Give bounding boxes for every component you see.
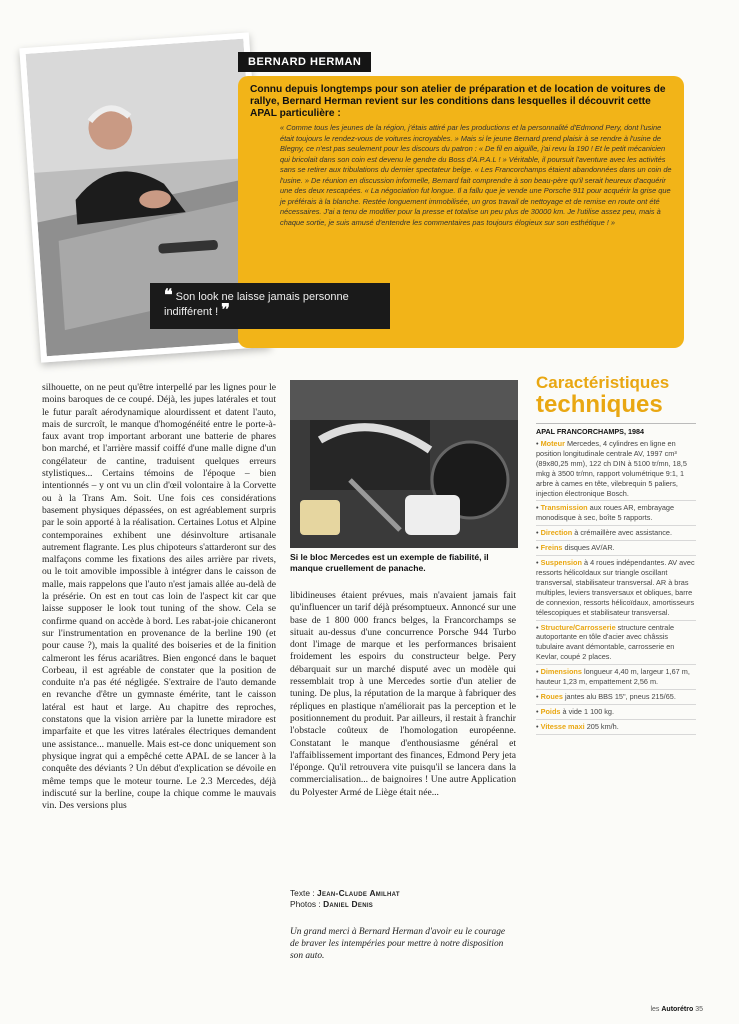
spec-label: Roues — [540, 691, 563, 701]
spec-item: • Vitesse maxi 205 km/h. — [536, 722, 696, 735]
spec-text: à vide 1 100 kg. — [562, 706, 615, 716]
spec-text: jantes alu BBS 15", pneus 215/65. — [564, 691, 676, 701]
engine-photo — [290, 380, 518, 548]
footer-brand: Autorétro — [661, 1006, 694, 1013]
spec-text: Mercedes, 4 cylindres en ligne en position longitudinale centrale AV, 1997 cm³ (89x80,25 mm), 122 ch DIN à 5100 tr/mn, 18,5 mkg à 3500 tr/mn, rapport volumétrique 9:1, 1 arbre à cames en tête, vilebrequin 5 paliers, injection électronique Bosch. — [536, 439, 687, 498]
credit-text-name: Jean-Claude Amilhat — [317, 888, 400, 898]
spec-text: à 4 roues indépendantes. AV avec ressorts hélicoïdaux sur triangle oscillant transversal, stabilisateur transversal. AR à bras multiples, leviers transversaux et obliques, barre de connexion, ressorts hélicoïdaux, amortisseurs télescopiques et stabilisateur transversal. — [536, 558, 695, 617]
credit-photo-line — [290, 899, 516, 910]
spec-item: • Moteur Mercedes, 4 cylindres en ligne en position longitudinale centrale AV, 1997 cm³ (89x80,25 mm), 122 ch DIN à 5100 tr/mn, 18,5 mkg à 3500 tr/mn, rapport volumétrique 9:1, 1 arbre à cames en tête, vilebrequin 5 paliers, injection électronique Bosch. — [536, 439, 696, 501]
spec-label: Moteur — [540, 439, 565, 448]
spec-item: • Suspension à 4 roues indépendantes. AV avec ressorts hélicoïdaux sur triangle oscillant transversal, stabilisateur transversal. AR à bras multiples, leviers transversaux et obliques, barre de connexion, ressorts hélicoïdaux, amortisseurs télescopiques et stabilisateur transversal. — [536, 558, 696, 620]
spec-item: • Transmission aux roues AR, embrayage monodisque à sec, boîte 5 rapports. — [536, 503, 696, 526]
specs-model: APAL FRANCORCHAMPS, 1984 — [536, 423, 696, 436]
interview-lead: Connu depuis longtemps pour son atelier de préparation et de location de voitures de rallye, Bernard Herman revient sur les conditions dans lesquelles il découvrit cette APAL particulière : — [250, 84, 666, 119]
spec-item: • Freins disques AV/AR. — [536, 543, 696, 556]
name-tag: BERNARD HERMAN — [238, 52, 371, 72]
credits — [290, 888, 516, 910]
spec-label: Poids — [540, 706, 561, 716]
specs-title-line2: techniques — [536, 391, 663, 418]
spec-label: Dimensions — [540, 667, 582, 677]
spec-item: • Dimensions longueur 4,40 m, largeur 1,67 m, hauteur 1,23 m, empattement 2,56 m. — [536, 667, 696, 690]
open-quote-icon: ❝ — [164, 287, 173, 304]
spec-label: Freins — [540, 543, 563, 553]
spec-text: structure centrale autoportante en tôle d'acier avec châssis tubulaire avant démontable, carrosserie en Kevlar, coupé 2 places. — [536, 622, 675, 662]
specs-title-line1: Caractéristiques — [536, 373, 670, 392]
spec-text: longueur 4,40 m, largeur 1,67 m, hauteur 1,23 m, empattement 2,56 m. — [536, 667, 690, 687]
thanks-note: Un grand merci à Bernard Herman d'avoir eu le courage de braver les intempéries pour mettre à notre disposition son auto. — [290, 927, 506, 961]
spec-item: • Poids à vide 1 100 kg. — [536, 707, 696, 720]
spec-label: Transmission — [540, 503, 588, 513]
pull-quote — [150, 283, 390, 329]
engine-illustration — [290, 380, 518, 548]
spec-text: 205 km/h. — [586, 721, 619, 731]
spec-item: • Direction à crémaillère avec assistance. — [536, 528, 696, 541]
spec-item: • Structure/Carrosserie structure centrale autoportante en tôle d'acier avec châssis tubulaire avant démontable, carrosserie en Kevlar, coupé 2 places. — [536, 623, 696, 666]
spec-text: disques AV/AR. — [564, 543, 615, 553]
footer-prefix: les — [650, 1006, 660, 1013]
credit-photo-name: Daniel Denis — [323, 899, 374, 909]
page-footer — [650, 1006, 703, 1013]
credit-text-label: Texte : — [290, 888, 315, 898]
page-number: 35 — [695, 1006, 703, 1013]
specs-title — [536, 372, 706, 416]
engine-caption: Si le bloc Mercedes est un exemple de fiabilité, il manque cruellement de panache. — [290, 552, 489, 573]
close-quote-icon: ❞ — [221, 302, 230, 319]
spec-text: à crémaillère avec assistance. — [574, 528, 672, 538]
credit-text-line — [290, 888, 516, 899]
interview-quote: « Comme tous les jeunes de la région, j'étais attiré par les productions et la personnalité d'Edmond Pery, dont l'usine était toujours le rendez-vous de voitures incroyables. » Mais si le jeune Bernard prend plaisir à se rendre à l'usine de Blegny, ce n'est pas seulement pour les discours du patron : « De fil en aiguille, j'ai revu la 190 ! Et le petit mécanicien qui bricolait dans son coin est devenu le gendre du Boss d'A.P.A.L ! » Véritable, il poursuit l'aventure avec les activités sans se retirer aux tribulations du dernier spectateur belge. « Les Francorchamps étaient abandonnées dans un coin de l'usine. » De réunion en discussion informelle, Bernard fait comprendre à son beau-père qu'il serait heureux d'acquérir une des deux rescapées. « La négociation fut longue. Il a fallu que je vende une Porsche 911 pour acquérir la grise que je préférais à la blanche. Restée longuement immobilisée, un gros travail de nettoyage et de remise en route ont été nécessaires. J'ai a tenu de modifier pour la presse et totalise un peu plus de 30000 km. Je l'utilise assez peu, mais à chaque sortie, je suis amusé d'entendre les commentaires pas toujours élogieux sur son esthétique ! » — [280, 123, 672, 227]
spec-label: Structure/Carrosserie — [540, 622, 616, 632]
spec-item: • Roues jantes alu BBS 15", pneus 215/65. — [536, 692, 696, 705]
specs-list — [536, 439, 696, 737]
spec-text: aux roues AR, embrayage monodisque à sec, boîte 5 rapports. — [536, 503, 675, 523]
article-column-1: silhouette, on ne peut qu'être interpellé par les lignes pour le moins baroques de ce coupé. Déjà, les jupes latérales et tout le futur paraît aérodynamique alourdissent et datent l'auto, mais de surcroît, le manque d'homogénéité entre le porte-à-faux avant trop important arborant une batterie de phares bon marché, et l'arrière massif coiffé d'une malle digne d'un congélateur de cantine, traduisent quelques erreurs stylistiques... Certains témoins de l'époque – bien intentionnés – y ont vu un clin d'œil volontaire à la Corvette ou à la Trans Am. Soit. Une fois ces considérations basement physiques dépassées, on est agréablement surpris par le soin apporté à la réalisation. Certaines Lotus et Alpine contemporaines exhibent une désinvolture artisanale autrement flagrante. Les plus chipoteurs s'attarderont sur des malfaçons comme les fixations des ailes arrière par rivets, ou le toit amovible impossible à intégrer dans le caisson de malle, mais rappelons que l'auto n'est jamais allée au-delà de la présérie. On est en tout cas loin de l'aspect kit car que laisse supposer le look tout tuning of the show. Cela se confirme quand on accède à bord. Les rabat-joie chicaneront sur l'instrumentation en provenance de la berline 190 (et pour cause ?), mais la qualité des boiseries et de la finition calmeront les férus acariâtres. Bien engoncé dans le baquet Corbeau, il est agréable de constater que la position de conduite n'a pas été négligée. S'extraire de l'auto demande en revanche d'être un gymnaste émérite, tant le caisson latéral est haut et large. Au chapitre des reproches, constatons que la vision arrière par la lunette miradore est imparfaite et que les vitres latérales électriques demandent une assistance... manuelle. Mais est-ce donc uniquement son physique ingrat qui a empêché cette APAL de se lancer à la conquête des déviants ? Un début d'explication se dévoile en même temps que le moteur tourne. Le 2.3 Mercedes, déjà indiscuté sur la berline, coupe la chique comme le mauvais vin. Des versions plus — [42, 382, 276, 812]
article-column-2: libidineuses étaient prévues, mais n'avaient jamais fait qu'influencer un tarif déjà présomptueux. Annoncé sur une base de 1 800 000 francs belges, la Francorchamps se situait au-dessus d'une concurrence Porsche 944 Turbo dont l'image de marque et les performances brisaient froidement les espoirs du constructeur belge. Pery débarquait sur un marché disputé avec un modèle qui ressemblait trop à une Mercedes sortie d'un atelier de tuning. De plus, la réputation de la marque à fabriquer des répliques en plastique n'améliorait pas la perception et le positionnement du produit. Par ailleurs, il restait à franchir l'obstacle coûteux de l'homologation européenne. Constatant le manque d'enthousiasme général et l'affaiblissement important des finances, Edmond Pery jeta l'éponge. Qu'il retrouvera vite puisqu'il se lancera dans la commercialisation... de baignoires ! Une autre Application du Polyester Armé de Liège était née... — [290, 590, 516, 798]
spec-label: Suspension — [540, 558, 582, 568]
spec-label: Direction — [540, 528, 573, 538]
credit-photo-label: Photos : — [290, 899, 321, 909]
pull-quote-text: Son look ne laisse jamais personne indifférent ! — [164, 291, 349, 318]
spec-label: Vitesse maxi — [540, 721, 585, 731]
